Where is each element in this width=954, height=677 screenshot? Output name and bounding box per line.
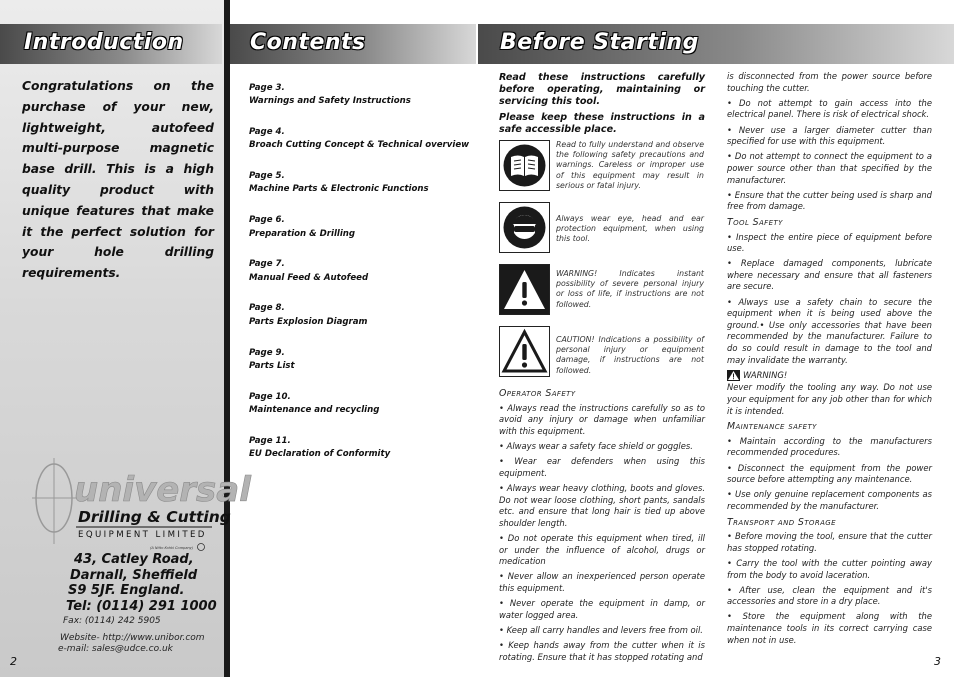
icon-note-text: Always wear eye, head and ear protection equipment, when using this tool.: [556, 214, 704, 244]
safety-item: • Store the equipment along with the maintenance tools in its correct carrying case when not in use.: [727, 611, 932, 645]
contents-entry: [249, 302, 471, 329]
safety-item: • Always read the instructions carefully so as to avoid any injury or damage when unfamiliar with this equipment.: [499, 402, 705, 436]
contents-title: Parts List: [249, 360, 295, 371]
logo-tagline: Drilling & Cutting: [78, 508, 231, 526]
contents-entry: [249, 435, 471, 462]
contents-header: [230, 24, 476, 64]
contents-entry: [249, 347, 471, 374]
icon-note-text: CAUTION! Indications a possibility of personal injury or equipment damage, if instructions are not followed.: [556, 335, 704, 375]
manual-book-icon: [499, 140, 550, 191]
safety-item: • Inspect the entire piece of equipment before use.: [727, 231, 932, 254]
contents-title: EU Declaration of Conformity: [249, 449, 391, 460]
contents-page: Page 5.: [249, 171, 285, 182]
safety-item: • Do not operate this equipment when tired, ill or under the influence of alcohol, drugs or medication: [499, 532, 705, 567]
warning-line: [727, 370, 932, 382]
website: Website- http://www.unibor.com: [60, 633, 205, 643]
contents-page: Page 9.: [249, 347, 285, 358]
email: e-mail: sales@udce.co.uk: [58, 644, 173, 654]
safety-item: • Carry the tool with the cutter pointing away from the body to avoid laceration.: [727, 557, 932, 580]
protective-equipment-icon: [499, 202, 550, 253]
contents-list: [249, 82, 471, 479]
safety-item: • Always use a safety chain to secure the equipment when it is being used above the ground.• Use only accessories that have been recommended by the manufacturer. Failure to do so could result in damage to the tool and may invalidate the warranty.: [727, 296, 932, 365]
safety-item: • Always wear heavy clothing, boots and gloves. Do not wear loose clothing, short pants, sandals etc. and ensure that long hair is tied up above shoulder length.: [499, 482, 705, 528]
safety-item: • Keep hands away from the cutter when it is rotating. Ensure that it has stopped rotating and: [499, 640, 705, 662]
warning-text: Never modify the tooling any way. Do not use your equipment for any job other than for which it is intended.: [727, 382, 932, 416]
warning-label: WARNING!: [743, 369, 788, 380]
address-line: S9 5JF. England.: [68, 583, 185, 598]
contents-entry: [249, 214, 471, 241]
logo-group-note: (A Nitto Kohki Company): [150, 546, 194, 550]
icon-note: [499, 326, 705, 385]
safety-item: • Never operate the equipment in damp, or water logged area.: [499, 598, 705, 620]
safety-item: • Do not attempt to gain access into the electrical panel. There is risk of electrical shock.: [727, 97, 932, 120]
before-starting-heading: Before Starting: [500, 30, 699, 55]
contents-title: Machine Parts & Electronic Functions: [249, 184, 429, 195]
contents-page: Page 8.: [249, 303, 285, 314]
page-number-right: 3: [934, 655, 941, 668]
operator-safety-title: Operator Safety: [499, 388, 576, 399]
telephone: Tel: (0114) 291 1000: [66, 598, 217, 614]
read-instructions-note: Read these instructions carefully before operating, maintaining or servicing this tool.: [499, 72, 705, 107]
introduction-heading: Introduction: [24, 30, 184, 55]
address-line: 43, Catley Road,: [74, 552, 194, 567]
icon-note: [499, 140, 705, 199]
safety-item: • Use only genuine replacement components as recommended by the manufacturer.: [727, 489, 932, 511]
safety-item: • Replace damaged components, lubricate where necessary and ensure that all fasteners are secure.: [727, 258, 932, 292]
contents-entry: [249, 170, 471, 197]
contents-page: Page 11.: [249, 435, 291, 446]
contents-title: Preparation & Drilling: [249, 228, 356, 239]
logo-subline: EQUIPMENT LIMITED: [78, 530, 207, 540]
caution-triangle-icon: [499, 326, 550, 377]
contents-page: Page 3.: [249, 83, 285, 93]
page-number-left: 2: [10, 655, 17, 668]
safety-item: • Maintain according to the manufacturers recommended procedures.: [727, 435, 932, 458]
fax-number: Fax: (0114) 242 5905: [63, 616, 161, 626]
maintenance-safety-title: Maintenance safety: [727, 421, 817, 433]
safety-item: • Never use a larger diameter cutter than specified for use with this equipment.: [727, 124, 932, 147]
logo-brand-text: universal: [74, 470, 251, 510]
right-column-2: [727, 71, 932, 650]
contents-entry: [249, 126, 471, 153]
warning-small-icon: [727, 370, 740, 381]
warning-triangle-icon: [499, 264, 550, 315]
safety-item: • Do not attempt to connect the equipment to a power source other than that specified by the manufacturer.: [727, 151, 932, 185]
safety-item: • Never allow an inexperienced person operate this equipment.: [499, 571, 705, 593]
tool-safety-title: Tool Safety: [727, 216, 783, 228]
contents-page: Page 6.: [249, 215, 285, 226]
icon-note: [499, 264, 705, 323]
contents-heading: Contents: [250, 30, 366, 55]
contents-entry: [249, 391, 471, 418]
icon-note-text: WARNING! Indicates instant possibility of severe personal injury or loss of life, if instructions are not followed.: [556, 269, 704, 309]
logo-graphic: [32, 458, 251, 554]
contents-page: Page 10.: [249, 391, 291, 402]
page-divider: [224, 0, 230, 677]
safety-item: • Before moving the tool, ensure that the cutter has stopped rotating.: [727, 531, 932, 553]
company-address: [66, 552, 217, 614]
intro-paragraph: Congratulations on the purchase of your new, lightweight, autofeed multi-purpose magnetic base drill. This is a high quality product with unique features that make it the perfect solution for your hole drilling requirements.: [22, 79, 214, 281]
contents-title: Maintenance and recycling: [249, 404, 380, 415]
safety-item: • Ensure that the cutter being used is sharp and free from damage.: [727, 189, 932, 212]
contents-page: Page 7.: [249, 259, 285, 270]
introduction-header: [0, 24, 222, 64]
right-column-1: [499, 72, 705, 667]
address-line: Darnall, Sheffield: [70, 567, 198, 583]
safety-item: • Keep all carry handles and levers free from oil.: [499, 624, 703, 635]
safety-item: • Wear ear defenders when using this equipment.: [499, 456, 705, 478]
contents-title: Manual Feed & Autofeed: [249, 272, 369, 283]
contents-title: Parts Explosion Diagram: [249, 316, 368, 327]
icon-note-text: Read to fully understand and observe the following safety precautions and warnings. Careless or improper use of this equipment may result in serious or fatal injury.: [556, 140, 704, 190]
contents-page: Page 4.: [249, 127, 285, 138]
transport-storage-title: Transport and Storage: [727, 516, 836, 528]
safety-item: is disconnected from the power source before touching the cutter.: [727, 71, 932, 93]
contents-title: Broach Cutting Concept & Technical overview: [249, 140, 470, 151]
safety-item: • Disconnect the equipment from the power source before attempting any maintenance.: [727, 462, 932, 485]
company-logo: [32, 458, 251, 554]
icon-note: [499, 202, 705, 261]
contents-title: Warnings and Safety Instructions: [249, 96, 411, 107]
contents-entry: [249, 82, 471, 109]
safety-item: • Always wear a safety face shield or goggles.: [499, 440, 693, 451]
contents-entry: [249, 258, 471, 285]
safety-item: • After use, clean the equipment and it's accessories and store in a dry place.: [727, 584, 932, 607]
before-starting-header: [478, 24, 954, 64]
keep-instructions-note: Please keep these instructions in a safe accessible place.: [499, 112, 705, 135]
